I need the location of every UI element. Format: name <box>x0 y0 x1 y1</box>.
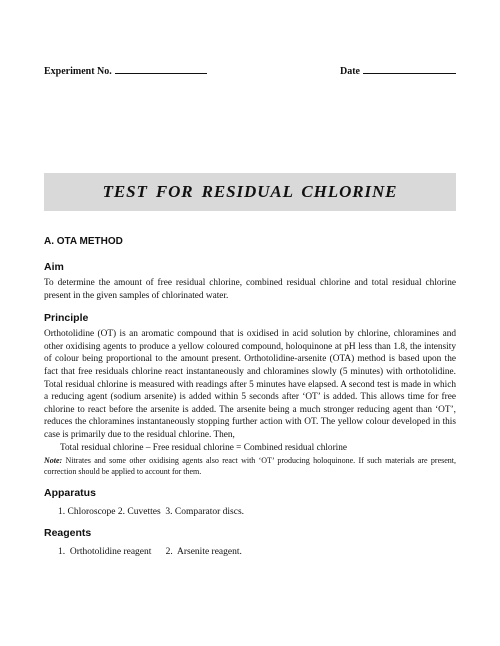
principle-note <box>44 456 456 477</box>
aim-text: To determine the amount of free residual chlorine, combined residual chlorine and total residual chlorine present in the given samples of chlorinated water. <box>44 278 456 301</box>
principle-text: Orthotolidine (OT) is an aromatic compound that is oxidised in acid solution by chlorine, chloramines and other oxidising agents to produce a yellow coloured compound, holoquinone at pH less than 1.8, the intensity of colour being proportional to the amount present. Orthotolidine-arsenite (OTA) method is based upon the fact that free residuals chlorine react instantaneously and chloramines slowly (5 minutes) with orthotolidine. Total residual chlorine is measured with readings after 5 minutes have elapsed. A second test is made in which a reducing agent (sodium arsenite) is added within 5 seconds after ‘OT’ is added. This allows time for free chlorine to react before the arsenite is added. The arsenite being a much stronger reducing agent than ‘OT’, reduces the chloramines instantaneously stopping further action with OT. The yellow colour developed in this case is primarily due to the residual chlorine. Then, <box>44 329 456 440</box>
reagents-list: 1. Orthotolidine reagent 2. Arsenite reagent. <box>58 547 242 558</box>
title-band <box>44 173 456 211</box>
apparatus-heading: Apparatus <box>44 487 96 500</box>
experiment-number-blank[interactable] <box>115 73 207 74</box>
reagents-heading: Reagents <box>44 527 92 540</box>
date-field <box>340 66 456 77</box>
section-title: A. OTA METHOD <box>44 236 123 247</box>
header-line <box>44 66 456 80</box>
date-label: Date <box>340 66 360 77</box>
date-blank[interactable] <box>363 73 456 74</box>
note-text: Nitrates and some other oxidising agents also react with ‘OT’ producing holoquinone. If such materials are present, correction should be applied to account for them. <box>44 456 456 476</box>
principle-heading: Principle <box>44 312 89 325</box>
principle-equation: Total residual chlorine – Free residual chlorine = Combined residual chlorine <box>60 442 348 453</box>
page-title: TEST FOR RESIDUAL CHLORINE <box>102 182 398 201</box>
experiment-number-field <box>44 66 207 77</box>
note-label: Note: <box>44 456 63 466</box>
content <box>44 236 456 557</box>
experiment-number-label: Experiment No. <box>44 66 112 77</box>
aim-heading: Aim <box>44 261 64 273</box>
apparatus-list: 1. Chloroscope 2. Cuvettes 3. Comparator discs. <box>58 507 245 518</box>
